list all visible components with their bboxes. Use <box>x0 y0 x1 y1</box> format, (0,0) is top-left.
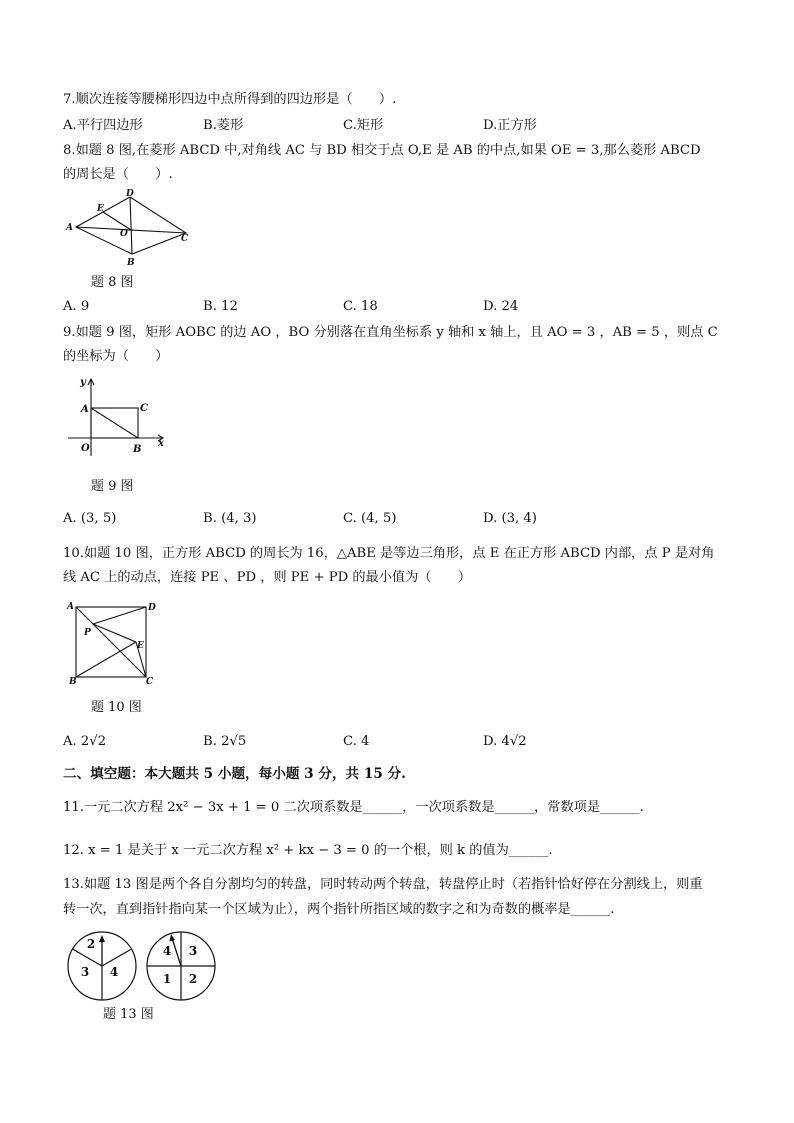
q9-stem-line1: 9.如题 9 图，矩形 AOBC 的边 AO ，BO 分别落在直角坐标系 y 轴和 x 轴上，且 AO = 3 ，AB = 5 ，则点 C <box>63 325 718 340</box>
q8-option-d: D. 24 <box>483 299 519 314</box>
q12-stem: 12. x = 1 是关于 x 一元二次方程 x² + kx − 3 = 0 的一个根，则 k 的值为______. <box>63 843 553 858</box>
q7-option-a: A.平行四边形 <box>63 118 143 133</box>
q8-label-a: A <box>66 223 73 233</box>
q8-option-c: C. 18 <box>343 299 378 314</box>
q9-label-a: A <box>81 404 89 415</box>
q8-rhombus-figure <box>64 190 199 268</box>
q10-label-c: C <box>146 677 154 687</box>
q13-spinner1-sector-3: 3 <box>80 965 90 979</box>
q13-spinner1-sector-2: 2 <box>86 937 96 951</box>
q13-stem-line2: 转一次，直到指针指向某一个区域为止），两个指针所指区域的数字之和为奇数的概率是______. <box>63 902 615 917</box>
q8-label-o: O <box>120 229 128 239</box>
q13-spinner2-sector-3: 3 <box>188 944 198 958</box>
q9-option-d: D. (3, 4) <box>483 511 537 526</box>
q10-stem-line1: 10.如题 10 图，正方形 ABCD 的周长为 16，△ABE 是等边三角形，点 E 在正方形 ABCD 内部，点 P 是对角 <box>63 546 715 561</box>
q8-option-b: B. 12 <box>203 299 238 314</box>
q10-label-p: P <box>84 628 91 638</box>
q10-label-b: B <box>69 677 77 687</box>
q8-option-a: A. 9 <box>63 299 90 314</box>
q9-stem-line2: 的坐标为（ ） <box>63 349 169 364</box>
q13-figure-caption: 题 13 图 <box>103 1007 154 1022</box>
q8-label-c: C <box>181 234 189 244</box>
q13-spinner-2 <box>145 930 217 1002</box>
section-fill-in-blank-title: 二、填空题：本大题共 5 小题，每小题 3 分，共 15 分. <box>63 766 406 782</box>
q8-stem-line1: 8.如题 8 图,在菱形 ABCD 中,对角线 AC 与 BD 相交于点 O,E 是 AB 的中点,如果 OE = 3,那么菱形 ABCD <box>63 143 701 158</box>
q10-label-e: E <box>137 641 144 651</box>
q13-spinner-1 <box>66 930 138 1002</box>
q9-label-x: x <box>158 438 164 449</box>
q10-square-figure <box>64 598 164 688</box>
q13-spinner1-sector-4: 4 <box>109 965 119 979</box>
q10-figure-caption: 题 10 图 <box>91 700 142 715</box>
q13-spinner2-sector-1: 1 <box>162 972 172 986</box>
q10-option-c: C. 4 <box>343 734 370 749</box>
q13-spinner1-pointer <box>99 935 105 966</box>
q13-spinner2-pointer <box>170 934 182 966</box>
q10-label-d: D <box>148 603 156 613</box>
q10-stem-line2: 线 AC 上的动点，连接 PE 、PD ，则 PE + PD 的最小值为（ ） <box>63 570 472 585</box>
q9-label-c: C <box>140 403 148 414</box>
q13-spinner2-sector-2: 2 <box>188 972 198 986</box>
q8-label-d: D <box>126 189 134 199</box>
q9-coordinate-figure <box>64 374 174 460</box>
q7-option-d: D.正方形 <box>483 118 537 133</box>
q9-option-b: B. (4, 3) <box>203 511 257 526</box>
q7-option-b: B.菱形 <box>203 118 244 133</box>
q10-option-a: A. 2√2 <box>63 734 107 749</box>
q7-option-c: C.矩形 <box>343 118 384 133</box>
q8-label-b: B <box>127 258 135 268</box>
q9-option-a: A. (3, 5) <box>63 511 117 526</box>
q8-figure-caption: 题 8 图 <box>91 275 134 290</box>
q10-option-b: B. 2√5 <box>203 734 247 749</box>
q10-label-a: A <box>67 602 74 612</box>
q11-stem: 11.一元二次方程 2x² − 3x + 1 = 0 二次项系数是______，一次项系数是______，常数项是______. <box>63 800 644 815</box>
q9-label-b: B <box>133 444 142 455</box>
q10-option-d: D. 4√2 <box>483 734 527 749</box>
q13-spinner2-sector-4: 4 <box>162 944 172 958</box>
q9-label-y: y <box>80 377 86 388</box>
q13-stem-line1: 13.如题 13 图是两个各自分割均匀的转盘，同时转动两个转盘，转盘停止时（若指针恰好停在分割线上，则重 <box>63 877 703 892</box>
q9-label-o: O <box>81 443 90 454</box>
q9-option-c: C. (4, 5) <box>343 511 397 526</box>
q7-stem: 7.顺次连接等腰梯形四边中点所得到的四边形是（ ）. <box>63 92 397 107</box>
q8-label-e: E <box>97 204 104 214</box>
q8-stem-line2: 的周长是（ ）. <box>63 167 173 182</box>
q9-figure-caption: 题 9 图 <box>91 479 134 494</box>
